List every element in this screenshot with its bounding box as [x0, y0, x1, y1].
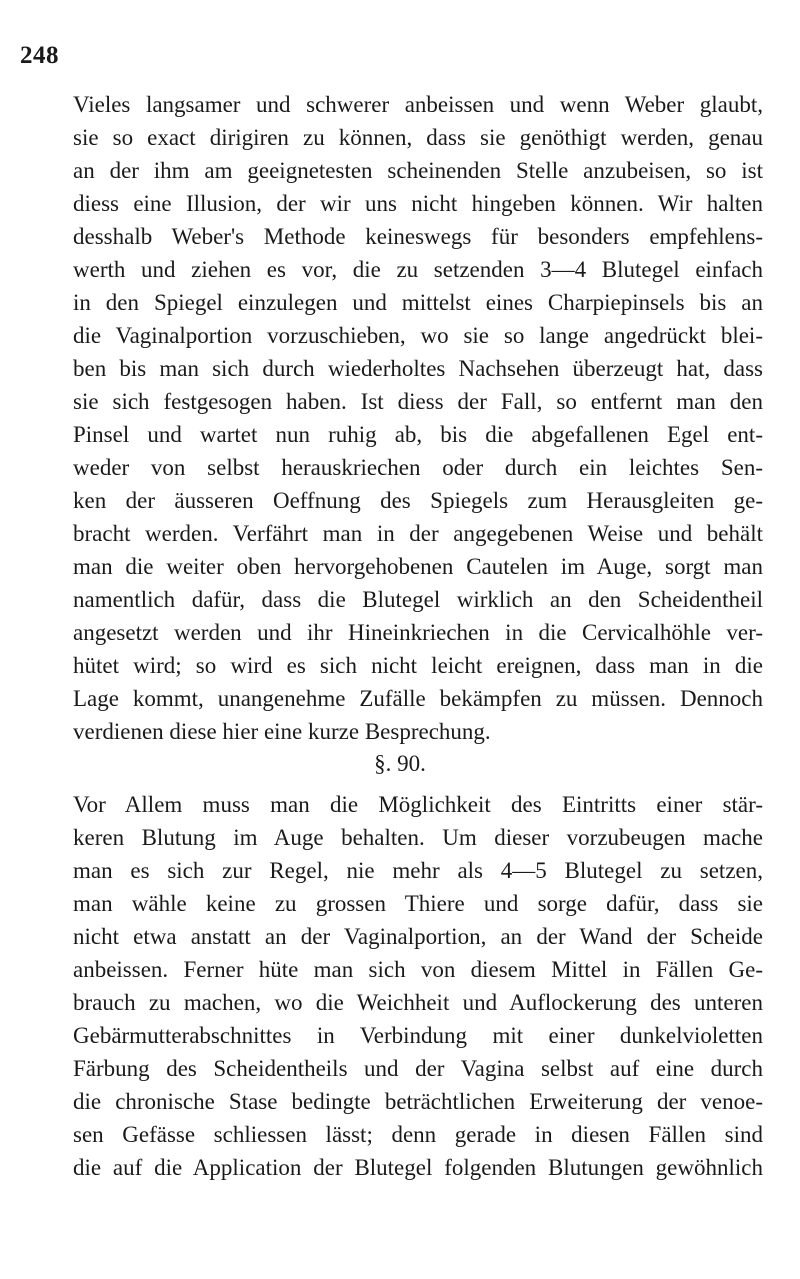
text-line: sie so exact dirigiren zu können, dass sie genöthigt werden, genau [73, 125, 763, 150]
paragraph-1 [73, 88, 763, 748]
text-line: man die weiter oben hervorgehobenen Cautelen im Auge, sorgt man [73, 554, 763, 579]
text-line: an der ihm am geeignetesten scheinenden Stelle anzubeisen, so ist [73, 158, 763, 183]
text-line: Pinsel und wartet nun ruhig ab, bis die abgefallenen Egel ent- [73, 422, 763, 447]
text-line: Gebärmutterabschnittes in Verbindung mit einer dunkelvioletten [73, 1023, 763, 1048]
text-line: desshalb Weber's Methode keineswegs für besonders empfehlens- [73, 224, 763, 249]
text-line: anbeissen. Ferner hüte man sich von diesem Mittel in Fällen Ge- [73, 957, 763, 982]
text-line: Färbung des Scheidentheils und der Vagina selbst auf eine durch [73, 1056, 763, 1081]
text-line: weder von selbst herauskriechen oder durch ein leichtes Sen- [73, 455, 763, 480]
text-line: Vieles langsamer und schwerer anbeissen und wenn Weber glaubt, [73, 92, 763, 117]
text-line: sen Gefässe schliessen lässt; denn gerade in diesen Fällen sind [73, 1122, 763, 1147]
text-line: ken der äusseren Oeffnung des Spiegels zum Herausgleiten ge- [73, 488, 763, 513]
text-line: angesetzt werden und ihr Hineinkriechen in die Cervicalhöhle ver- [73, 620, 763, 645]
page-number: 248 [20, 42, 59, 69]
text-line: bracht werden. Verfährt man in der angegebenen Weise und behält [73, 521, 763, 546]
text-line: in den Spiegel einzulegen und mittelst eines Charpiepinsels bis an [73, 290, 763, 315]
section-heading: §. 90. [374, 751, 426, 776]
text-line: sie sich festgesogen haben. Ist diess der Fall, so entfernt man den [73, 389, 763, 414]
text-line: nicht etwa anstatt an der Vaginalportion, an der Wand der Scheide [73, 924, 763, 949]
text-line: die auf die Application der Blutegel folgenden Blutungen gewöhnlich [73, 1155, 763, 1180]
text-line: hütet wird; so wird es sich nicht leicht ereignen, dass man in die [73, 653, 763, 678]
text-line: werth und ziehen es vor, die zu setzenden 3—4 Blutegel einfach [73, 257, 763, 282]
text-line: brauch zu machen, wo die Weichheit und Auflockerung des unteren [73, 990, 763, 1015]
text-line: man wähle keine zu grossen Thiere und sorge dafür, dass sie [73, 891, 763, 916]
paragraph-2 [73, 788, 763, 1184]
text-line: ben bis man sich durch wiederholtes Nachsehen überzeugt hat, dass [73, 356, 763, 381]
text-line: Lage kommt, unangenehme Zufälle bekämpfen zu müssen. Dennoch [73, 686, 763, 711]
text-line: man es sich zur Regel, nie mehr als 4—5 Blutegel zu setzen, [73, 858, 763, 883]
text-line: keren Blutung im Auge behalten. Um dieser vorzubeugen mache [73, 825, 763, 850]
text-line: die Vaginalportion vorzuschieben, wo sie so lange angedrückt blei- [73, 323, 763, 348]
text-line: namentlich dafür, dass die Blutegel wirklich an den Scheidentheil [73, 587, 763, 612]
text-line: verdienen diese hier eine kurze Besprechung. [73, 719, 491, 744]
text-line: Vor Allem muss man die Möglichkeit des Eintritts einer stär- [73, 792, 763, 817]
text-line: die chronische Stase bedingte beträchtlichen Erweiterung der venoe- [73, 1089, 763, 1114]
text-line: diess eine Illusion, der wir uns nicht hingeben können. Wir halten [73, 191, 763, 216]
